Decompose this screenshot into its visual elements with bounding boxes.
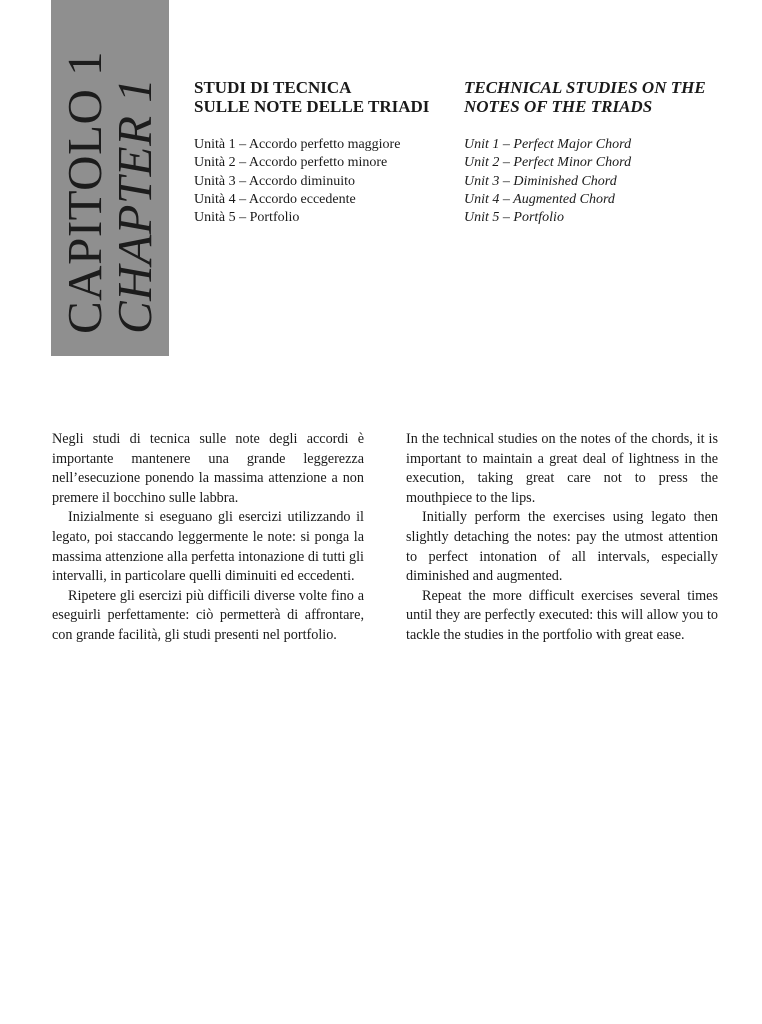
- body-italian-paragraph-2: Inizialmente si eseguano gli esercizi utilizzando il legato, poi staccando leggermente le note: si ponga la massima attenzione alla perfetta intonazione di tutti gli intervalli, in particolare quelli diminuiti ed eccedenti.: [52, 509, 364, 585]
- toc-italian-title: [194, 78, 444, 116]
- toc-english-title-line2: NOTES OF THE TRIADS: [464, 97, 653, 116]
- toc-italian: [194, 78, 444, 227]
- chapter-title-english: CHAPTER 1: [107, 77, 162, 334]
- toc-english-item-unit-4: Unit 4 – Augmented Chord: [464, 191, 615, 207]
- body-english-paragraph-2: Initially perform the exercises using legato then slightly detaching the notes: pay the utmost attention to perfect intonation of all intervals, especially diminished and augmented.: [406, 509, 718, 585]
- body-text-italian: [52, 430, 364, 646]
- toc-italian-list: [194, 136, 444, 227]
- chapter-tab: [51, 0, 169, 356]
- toc-italian-item-unit-2: Unità 2 – Accordo perfetto minore: [194, 155, 388, 171]
- body-english-paragraph-3: Repeat the more difficult exercises several times until they are perfectly executed: this will allow you to tackle the studies in the portfolio with great ease.: [406, 587, 718, 643]
- toc-english-item-unit-5: Unit 5 – Portfolio: [464, 210, 564, 226]
- body-italian-paragraph-1: Negli studi di tecnica sulle note degli accordi è importante mantenere una grande leggerezza nell’esecuzione ponendo la massima attenzione a non premere il bocchino sulle labbra.: [52, 431, 364, 506]
- toc-english-item-unit-2: Unit 2 – Perfect Minor Chord: [464, 155, 632, 171]
- toc-italian-item-unit-1: Unità 1 – Accordo perfetto maggiore: [194, 137, 401, 152]
- body-english-paragraph-1: In the technical studies on the notes of the chords, it is important to maintain a great deal of lightness in the execution, taking great care not to press the mouthpiece to the lips.: [406, 431, 718, 506]
- body-text-english: [406, 430, 718, 646]
- toc-italian-item-unit-5: Unità 5 – Portfolio: [194, 210, 300, 226]
- toc-italian-item-unit-4: Unità 4 – Accordo eccedente: [194, 191, 356, 207]
- toc-english-title: [464, 78, 734, 116]
- toc-italian-title-line2: SULLE NOTE DELLE TRIADI: [194, 97, 430, 116]
- toc-english-list: [464, 136, 734, 227]
- toc-english-item-unit-1: Unit 1 – Perfect Major Chord: [464, 137, 632, 152]
- chapter-tab-text: [51, 0, 169, 356]
- toc-english: [464, 78, 734, 227]
- toc-italian-title-line1: STUDI DI TECNICA: [194, 78, 352, 97]
- toc-english-item-unit-3: Unit 3 – Diminished Chord: [464, 173, 617, 189]
- toc-english-title-line1: TECHNICAL STUDIES ON THE: [464, 78, 706, 97]
- toc-italian-item-unit-3: Unità 3 – Accordo diminuito: [194, 173, 355, 189]
- body-italian-paragraph-3: Ripetere gli esercizi più difficili diverse volte fino a eseguirli perfettamente: ciò permetterà di affrontare, con grande facilità, gli studi presenti nel portfolio.: [52, 587, 364, 643]
- chapter-title-italian: CAPITOLO 1: [57, 50, 112, 334]
